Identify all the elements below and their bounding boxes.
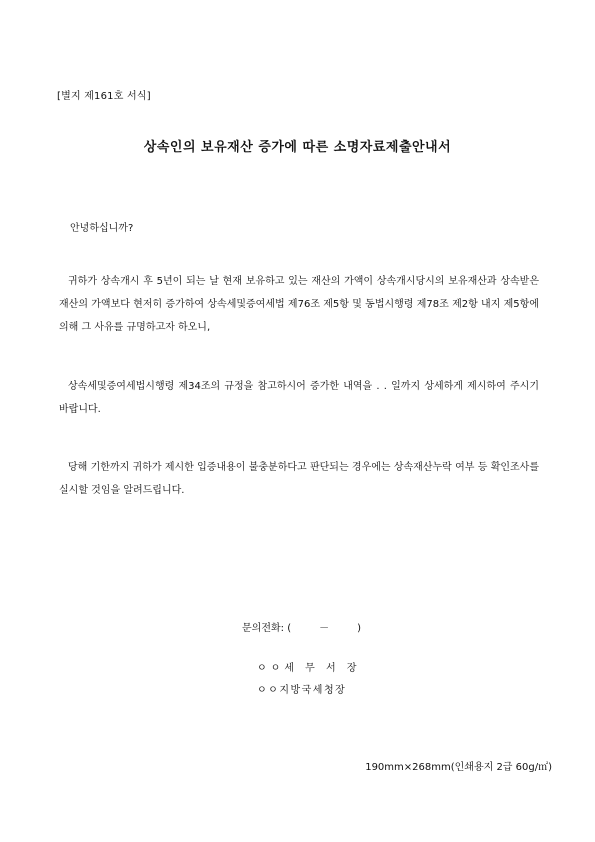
document-title: 상속인의 보유재산 증가에 따른 소명자료제출안내서 [143,140,452,155]
tax-office-head: ㅇㅇ세 무 서 장 [257,663,361,674]
paragraph-notice: 귀하가 상속개시 후 5년이 되는 날 현재 보유하고 있는 재산의 가액이 상속개시당시의 보유재산과 상속받은 재산의 가액보다 현저히 증가하여 상속세및증여세법 제76조 제5항 및 동법시행령 제78조 제2항 내지 제5항에 의해 그 사유를 규명하고자 하오니, [59,276,539,333]
paragraph-request: 상속세및증여세법시행령 제34조의 규정을 참고하시어 증가한 내역을 . . 일까지 상세하게 제시하여 주시기 바랍니다. [59,381,539,415]
greeting: 안녕하십니까? [70,223,134,234]
phone-dash: － [319,623,330,634]
form-number-label: [별지 제161호 서식] [57,91,151,102]
regional-tax-office-head: ㅇㅇ지방국세청장 [257,685,347,696]
contact-phone [242,619,361,634]
paper-spec-footer: 190mm×268mm(인쇄용지 2급 60g/㎡) [365,762,552,773]
phone-blank [291,619,357,634]
paragraph-warning: 당해 기한까지 귀하가 제시한 입증내용이 불충분하다고 판단되는 경우에는 상속재산누락 여부 등 확인조사를 실시할 것임을 알려드립니다. [59,462,539,496]
contact-close: ) [357,623,361,634]
contact-label: 문의전화: ( [242,623,292,634]
